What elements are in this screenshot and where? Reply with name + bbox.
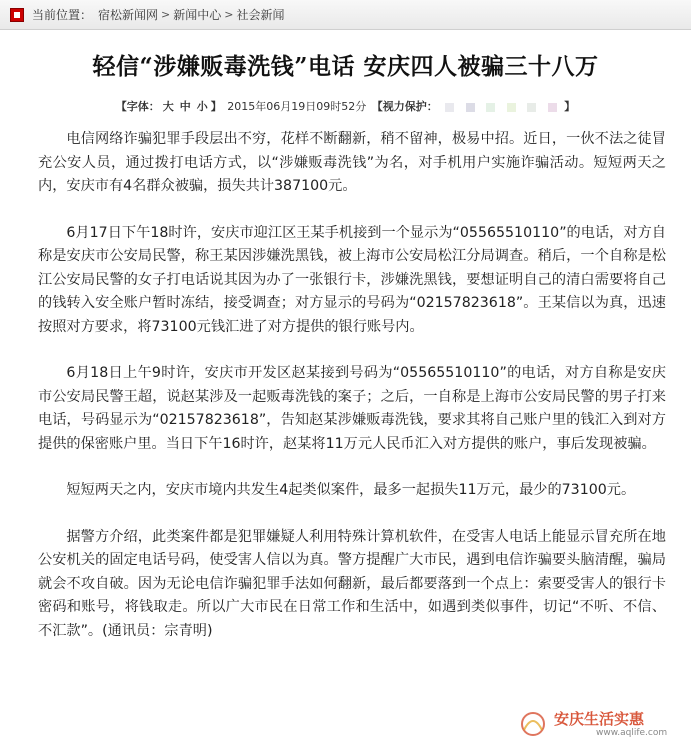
font-size-large-button[interactable]: 大	[162, 100, 174, 113]
watermark-text: 安庆生活实惠	[554, 710, 645, 728]
article-meta	[0, 98, 691, 114]
breadcrumb-link-home[interactable]: 宿松新闻网	[98, 8, 159, 22]
font-size-medium-button[interactable]: 中	[179, 100, 191, 113]
breadcrumb-link-news-center[interactable]: 新闻中心	[173, 8, 222, 22]
vision-protect-label-close: 】	[564, 100, 576, 113]
chevron-right-icon: >	[161, 8, 171, 21]
vision-color-swatch[interactable]	[548, 103, 557, 112]
vision-color-swatch[interactable]	[507, 103, 516, 112]
vision-color-swatch[interactable]	[445, 103, 454, 112]
chevron-right-icon: >	[224, 8, 234, 21]
breadcrumb-link-social-news[interactable]: 社会新闻	[236, 8, 285, 22]
publish-datetime: 2015年06月19日09时52分	[227, 100, 367, 113]
home-icon	[10, 8, 24, 22]
article-title: 轻信“涉嫌贩毒洗钱”电话 安庆四人被骗三十八万	[92, 53, 599, 80]
vision-color-swatch[interactable]	[486, 103, 495, 112]
breadcrumb-bar	[0, 0, 691, 30]
article-body	[38, 128, 666, 666]
article-paragraph: 6月17日下午18时许，安庆市迎江区王某手机接到一个显示为“05565510110”的电话，对方自称是安庆市公安局民警，称王某因涉嫌洗黑钱，被上海市公安局松江分局调查。稍后，一个自称是松江公安局民警的女子打电话说其因为办了一张银行卡，涉嫌洗黑钱，要想证明自己的清白需要将自己的钱转入安全账户暂时冻结，接受调查；对方显示的号码为“02157823618”。王某信以为真，迅速按照对方要求，将73100元钱汇进了对方提供的银行账号内。	[38, 224, 666, 335]
font-size-label-close: 】	[210, 100, 222, 113]
site-watermark	[510, 708, 685, 742]
vision-color-swatch[interactable]	[466, 103, 475, 112]
breadcrumb-label: 当前位置：	[32, 8, 93, 22]
article-paragraph: 据警方介绍，此类案件都是犯罪嫌疑人利用特殊计算机软件，在受害人电话上能显示冒充所在地公安机关的固定电话号码，使受害人信以为真。警方提醒广大市民，遇到电信诈骗要头脑清醒，骗局就会不攻自破。因为无论电信诈骗犯罪手法如何翻新，最后都要落到一个点上：索要受害人的银行卡密码和账号，将钱取走。所以广大市民在日常工作和生活中，如遇到类似事件，切记“不听、不信、不汇款”。(通讯员：宗青明)	[38, 528, 666, 639]
article-paragraph: 6月18日上午9时许，安庆市开发区赵某接到号码为“05565510110”的电话，对方自称是安庆市公安局民警王超，说赵某涉及一起贩毒洗钱的案子；之后，一自称是上海市公安局民警的男子打来电话，号码显示为“02157823618”，告知赵某涉嫌贩毒洗钱，要求其将自己账户里的钱汇入到对方提供的保密账户里。当日下午16时许，赵某将11万元人民币汇入对方提供的账户，事后发现被骗。	[38, 365, 666, 452]
article-paragraph: 电信网络诈骗犯罪手段层出不穷，花样不断翻新，稍不留神，极易中招。近日，一伙不法之徒冒充公安人员，通过拨打电话方式，以“涉嫌贩毒洗钱”为名，对手机用户实施诈骗活动。短短两天之内，安庆市有4名群众被骗，损失共计387100元。	[38, 131, 666, 194]
font-size-label: 【字体：	[115, 100, 160, 113]
vision-protect-label: 【视力保护：	[371, 100, 438, 113]
watermark-url: www.aqlife.com	[596, 728, 668, 738]
article-paragraph: 短短两天之内，安庆市境内共发生4起类似案件，最多一起损失11万元，最少的73100元。	[66, 482, 636, 498]
watermark-logo-icon	[516, 710, 550, 738]
vision-color-swatch[interactable]	[527, 103, 536, 112]
font-size-small-button[interactable]: 小	[196, 100, 208, 113]
